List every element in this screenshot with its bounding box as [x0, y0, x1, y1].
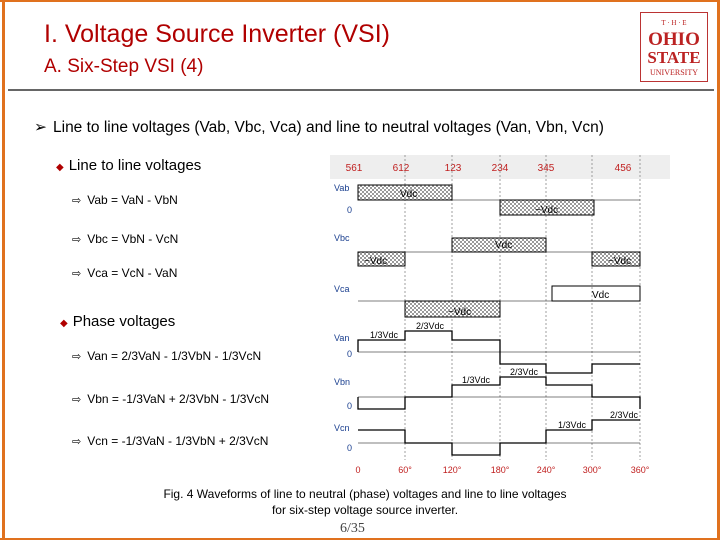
- arrow-bullet-icon: ➢: [34, 119, 47, 136]
- title-divider: [8, 89, 714, 91]
- arrow-icon: ⇨: [72, 394, 82, 406]
- line-equation-text: Vca = VcN - VaN: [87, 266, 178, 280]
- zero-label: 0: [347, 349, 353, 359]
- angle-label: 0: [355, 465, 361, 475]
- phase-equation-text: Vbn = -1/3VaN + 2/3VbN - 1/3VcN: [87, 392, 270, 406]
- diamond-bullet-icon: ◆: [56, 162, 64, 173]
- phase-equation: [72, 349, 261, 363]
- arrow-icon: ⇨: [72, 268, 82, 280]
- frame-top: [0, 0, 720, 2]
- angle-label: 120°: [442, 465, 462, 475]
- vcn-label: Vcn: [334, 423, 350, 433]
- van-waveform: [334, 321, 640, 373]
- phase-voltages-heading: [60, 313, 175, 330]
- one-third-label: 1/3Vdc: [462, 375, 491, 385]
- logo-line-2: OHIO: [648, 29, 700, 50]
- caption-line-2: for six-step voltage source inverter.: [271, 503, 459, 517]
- angle-label: 180°: [490, 465, 510, 475]
- figure-caption: [100, 486, 630, 518]
- phase-equation-text: Vcn = -1/3VaN - 1/3VbN + 2/3VcN: [87, 434, 269, 448]
- zero-label: 0: [347, 401, 353, 411]
- vdc-label: Vdc: [495, 240, 513, 251]
- line-equation: [72, 193, 178, 207]
- vcn-waveform: [334, 410, 640, 455]
- frame-left: [2, 0, 5, 540]
- van-label: Van: [334, 333, 350, 343]
- one-third-label: 1/3Vdc: [370, 330, 399, 340]
- vca-waveform: [334, 284, 640, 318]
- vdc-label: Vdc: [400, 189, 418, 200]
- zero-label: 0: [347, 205, 353, 215]
- university-logo-graphic: [641, 13, 707, 81]
- slide-title: I. Voltage Source Inverter (VSI): [44, 20, 390, 48]
- arrow-icon: ⇨: [72, 436, 82, 448]
- neg-vdc-label: −Vdc: [448, 307, 472, 318]
- logo-line-3: STATE: [647, 48, 701, 67]
- university-logo: [640, 12, 708, 82]
- vca-label: Vca: [334, 284, 350, 294]
- state-label: 456: [614, 163, 632, 174]
- angle-label: 300°: [582, 465, 602, 475]
- line-equation-text: Vab = VaN - VbN: [87, 193, 178, 207]
- phase-equation: [72, 392, 269, 406]
- state-label: 123: [444, 163, 462, 174]
- main-bullet-text: Line to line voltages (Vab, Vbc, Vca) and line to neutral voltages (Van, Vbn, Vcn): [53, 119, 604, 136]
- angle-axis: [355, 465, 649, 475]
- line-equation: [72, 266, 177, 280]
- line-voltages-heading-text: Line to line voltages: [68, 157, 202, 174]
- phase-voltages-heading-text: Phase voltages: [72, 313, 176, 330]
- vab-label: Vab: [334, 183, 350, 193]
- vcn-trace: [358, 420, 640, 455]
- arrow-icon: ⇨: [72, 351, 82, 363]
- slide-subtitle: A. Six-Step VSI (4): [44, 56, 204, 77]
- vbc-waveform: [334, 233, 640, 267]
- logo-line-1: T · H · E: [661, 19, 687, 27]
- angle-label: 240°: [536, 465, 556, 475]
- line-equation: [72, 232, 178, 246]
- two-third-label: 2/3Vdc: [416, 321, 445, 331]
- state-label: 345: [537, 163, 555, 174]
- waveform-svg: [330, 155, 670, 480]
- state-label: 561: [345, 163, 363, 174]
- one-third-label: 1/3Vdc: [558, 420, 587, 430]
- angle-label: 60°: [398, 465, 412, 475]
- neg-vdc-label: −Vdc: [535, 205, 559, 216]
- page-number: 6/35: [340, 521, 365, 536]
- main-bullet: [34, 118, 604, 137]
- neg-vdc-label: −Vdc: [364, 256, 388, 267]
- neg-vdc-label: −Vdc: [608, 256, 632, 267]
- zero-label: 0: [347, 443, 353, 453]
- phase-equation-text: Van = 2/3VaN - 1/3VbN - 1/3VcN: [87, 349, 262, 363]
- waveform-figure: [330, 155, 670, 485]
- angle-label: 360°: [630, 465, 650, 475]
- line-voltages-heading: [56, 157, 201, 174]
- arrow-icon: ⇨: [72, 195, 82, 207]
- vbc-label: Vbc: [334, 233, 350, 243]
- state-label: 234: [491, 163, 509, 174]
- diamond-bullet-icon: ◆: [60, 318, 68, 329]
- caption-line-1: Fig. 4 Waveforms of line to neutral (phase) voltages and line to line voltages: [163, 487, 567, 501]
- vbn-trace: [358, 377, 640, 409]
- logo-line-4: UNIVERSITY: [650, 68, 698, 77]
- two-third-label: 2/3Vdc: [510, 367, 539, 377]
- vbn-label: Vbn: [334, 377, 351, 387]
- line-equation-text: Vbc = VbN - VcN: [87, 232, 179, 246]
- arrow-icon: ⇨: [72, 234, 82, 246]
- two-third-label: 2/3Vdc: [610, 410, 639, 420]
- vab-waveform: [334, 183, 640, 216]
- vdc-label: Vdc: [592, 290, 610, 301]
- phase-equation: [72, 434, 268, 448]
- vbn-waveform: [334, 367, 640, 411]
- state-label: 612: [392, 163, 410, 174]
